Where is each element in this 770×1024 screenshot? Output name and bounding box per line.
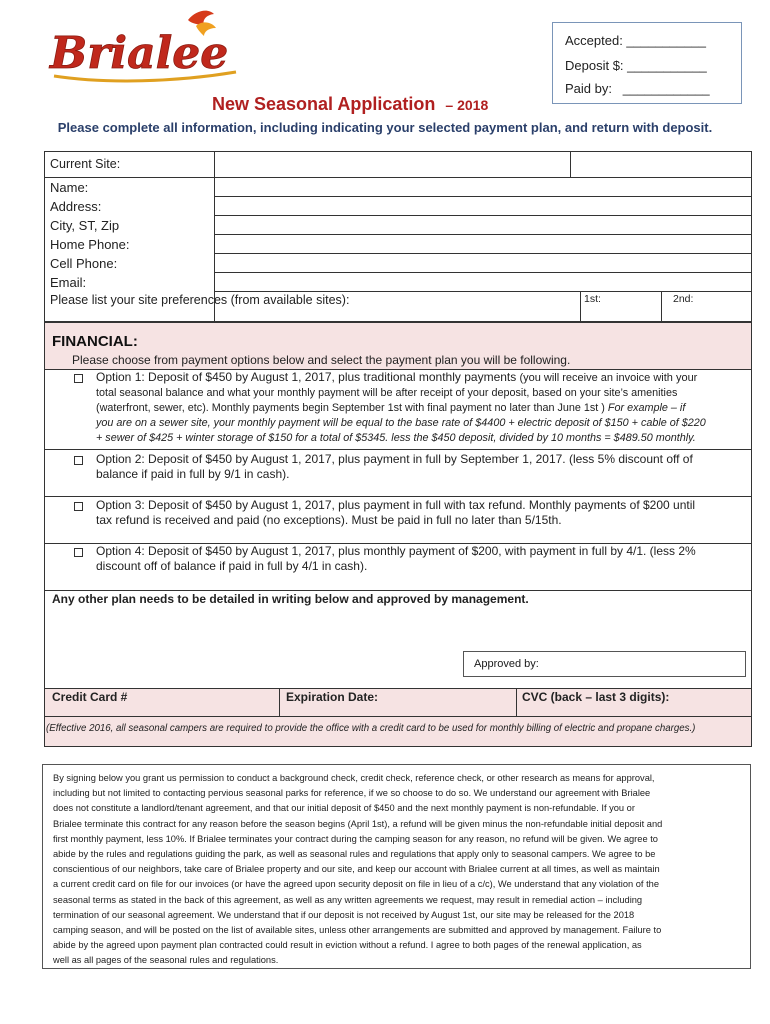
legal-line: Brialee terminate this contract for any reason before the season begins (April 1st), a refund will be given minus the non-refundable initial deposit and [53,818,663,829]
name-label: Name: [50,180,89,195]
credit-card-label[interactable]: Credit Card # [52,690,128,704]
current-site-label: Current Site: [50,157,121,171]
office-use-box [552,22,742,104]
home-phone-input[interactable] [216,235,750,252]
legal-line: does not constitute a landlord/tenant agreement, and that our initial deposit of $450 and the next monthly payment is non-refundable. If you or [53,803,635,814]
legal-line: termination of our seasonal agreement. We understand that if our deposit is not received by August 1st, our site may be released for the 2018 [53,909,635,920]
deposit-field[interactable]: Deposit $: ___________ [565,58,707,73]
legal-line: well as all pages of the seasonal rules and regulations. [53,955,279,966]
option-4: Option 4: Deposit of $450 by August 1, 2017, plus monthly payment of $200, with payment in full by 4/1. (less 2% discount off of balance if paid in full by 4/1 in cash). [96,544,696,573]
city-label: City, ST, Zip [50,218,120,233]
legal-line: seasonal terms as stated in the back of this agreement, as well as any written agreements we request, may result in remedial action – including [53,894,643,905]
legal-line: camping season, and will be posted on the list of available sites, unless other arrangements are submitted and approved by management. Failure to [53,925,662,936]
city-input[interactable] [216,216,750,233]
email-label: Email: [50,275,87,290]
name-input[interactable] [216,178,750,195]
legal-line: abide by the rules and regulations guiding the park, as well as seasonal rules and regulations that apply only to seasonal campers. We agree to be [53,849,656,860]
expiration-date-label[interactable]: Expiration Date: [286,690,379,704]
paid-by-field[interactable]: Paid by: ____________ [565,81,710,96]
payment-instruction: Please choose from payment options below and select the payment plan you will be following. [72,353,571,367]
option-4-checkbox[interactable] [74,548,83,557]
current-site-input[interactable] [216,153,568,175]
approved-by-label: Approved by: [474,658,539,670]
email-input[interactable] [216,273,750,290]
legal-agreement-text [53,771,743,969]
brialee-logo [46,6,246,88]
site-preferences-label: Please list your site preferences (from available sites): [50,293,350,307]
home-phone-label: Home Phone: [50,237,130,252]
cell-phone-label: Cell Phone: [50,256,118,271]
option-3: Option 3: Deposit of $450 by August 1, 2017, plus payment in full with tax refund. Monthly payments of $200 until tax refund is received and paid (no exceptions). Must be paid in full no later than 5/15th. [96,498,696,527]
legal-line: abide by the agreed upon payment plan contracted could result in eviction without a refund. I agree to both pages of the renewal application, as [53,940,642,951]
approved-by-box[interactable] [463,651,746,677]
preference-first-label[interactable]: 1st: [584,293,601,305]
other-plan-input[interactable] [46,610,750,650]
legal-line: conscientious of our neighbors, take care of Brialee property and our site, and keep our account with Brialee current at all times, as well as maintain [53,864,660,875]
legal-line: including but not limited to contacting pervious seasonal parks for reference, if we so choose to do so. We understand our agreement with Brialee [53,788,651,799]
other-plan-heading: Any other plan needs to be detailed in writing below and approved by management. [52,592,529,606]
cvc-label[interactable]: CVC (back – last 3 digits): [522,690,670,704]
option-2-checkbox[interactable] [74,456,83,465]
svg-text:Brialee: Brialee [50,28,229,79]
credit-card-note: (Effective 2016, all seasonal campers are required to provide the office with a credit card to be used for monthly billing of electric and propane charges.) [46,723,696,734]
cell-phone-input[interactable] [216,254,750,271]
address-label: Address: [50,199,102,214]
page-title: New Seasonal Application – 2018 [212,94,489,114]
option-1: Option 1: Deposit of $450 by August 1, 2017, plus traditional monthly payments (you will receive an invoice with your total seasonal balance and what your monthly payment will be after receipt of your deposit, based on your site’s amenities (waterfront, sewer, etc). Monthly payments begin September 1st with final payment no later than June 1st ) For example – if you are on a sewer site, your monthly payment will be equal to the base rate of $4400 + electric deposit of $150 + cable of $220 + sewer of $425 + winter storage of $150 for a total of $5345. less the $450 deposit, divided by 10 months = $489.50 monthly. [96,370,706,444]
accepted-field[interactable]: Accepted: ___________ [565,33,706,48]
page-subtitle: Please complete all information, including indicating your selected payment plan, and return with deposit. [57,120,713,135]
option-2: Option 2: Deposit of $450 by August 1, 2017, plus payment in full by September 1, 2017. (less 5% discount off of balance if paid in full by 9/1 in cash). [96,452,693,481]
preference-second-label[interactable]: 2nd: [673,293,694,305]
address-input[interactable] [216,197,750,214]
legal-line: a current credit card on file for our invoices (or have the agreed upon security deposit on file in lieu of a c/c), We understand that any violation of the [53,879,660,890]
legal-line: By signing below you grant us permission to conduct a background check, credit check, reference check, or other research as means for approval, [53,773,655,783]
option-3-checkbox[interactable] [74,502,83,511]
option-1-checkbox[interactable] [74,374,83,383]
financial-heading: FINANCIAL: [52,333,138,350]
legal-line: first monthly payment, less 10%. If Brialee terminates your contract during the camping season for any reason, no refund will be given. We agree to [53,833,658,844]
